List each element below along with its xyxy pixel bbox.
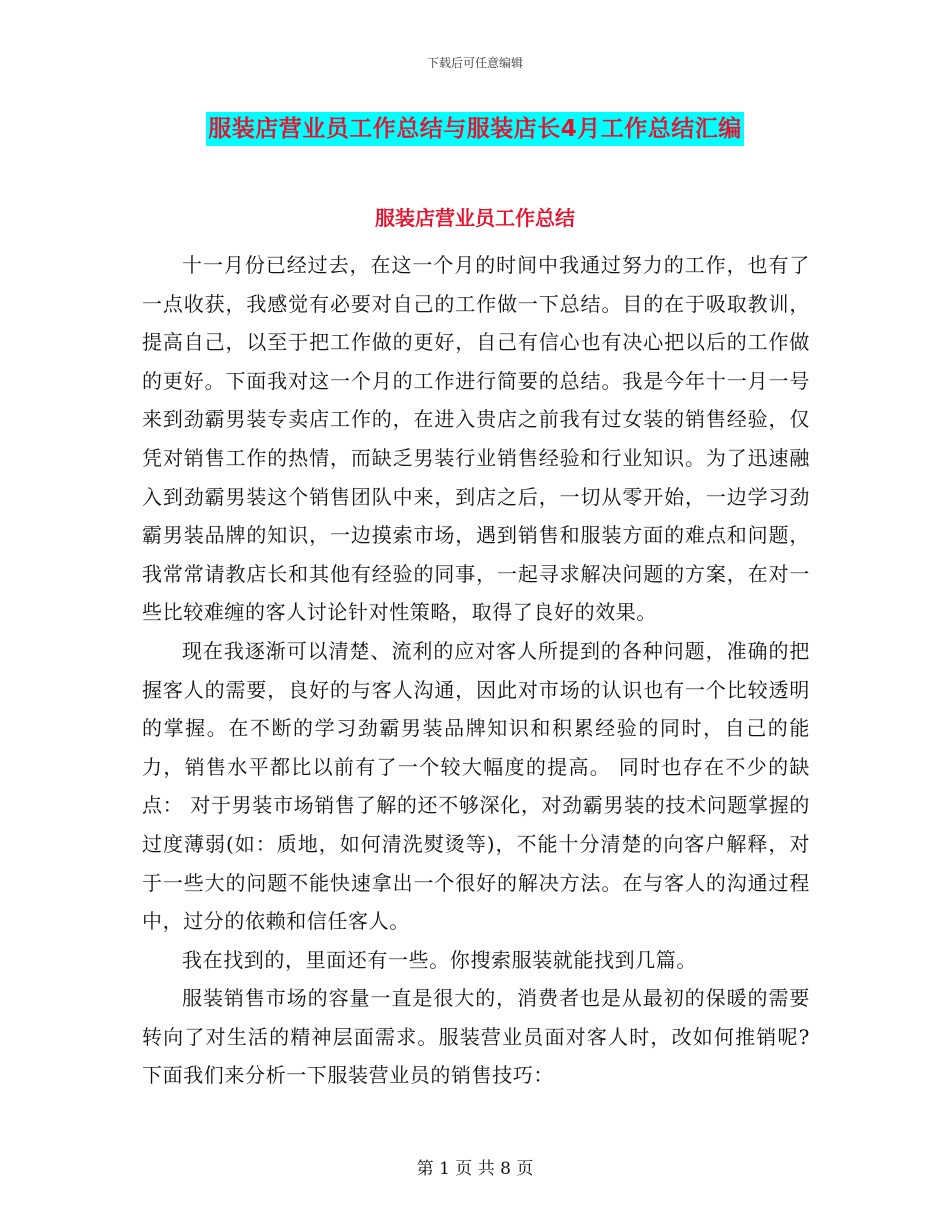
body-paragraph: 现在我逐渐可以清楚、流利的应对客人所提到的各种问题，准确的把握客人的需要，良好的与客人沟通，因此对市场的认识也有一个比较透明的掌握。在不断的学习劲霸男装品牌知识和积累经验的同时，自己的能力，销售水平都比以前有了一个较大幅度的提高。 同时也存在不少的缺点： 对于男装市场销售了解的还不够深化，对劲霸男装的技术问题掌握的过度薄弱(如：质地，如何清洗熨烫等)，不能十分清楚的向客户解释，对于一些大的问题不能快速拿出一个很好的解决方法。在与客人的沟通过程中，过分的依赖和信任客人。: [142, 638, 810, 934]
document-main-title: 服装店营业员工作总结与服装店长4月工作总结汇编: [206, 112, 744, 146]
page-number-footer: 第 1 页 共 8 页: [416, 1159, 534, 1179]
body-paragraph: 服装销售市场的容量一直是很大的，消费者也是从最初的保暖的需要转向了对生活的精神层面需求。服装营业员面对客人时，改如何推销呢?下面我们来分析一下服装营业员的销售技巧：: [142, 986, 810, 1088]
body-paragraph: 十一月份已经过去，在这一个月的时间中我通过努力的工作，也有了一点收获，我感觉有必要对自己的工作做一下总结。目的在于吸取教训，提高自己，以至于把工作做的更好，自己有信心也有决心把以后的工作做的更好。下面我对这一个月的工作进行简要的总结。我是今年十一月一号来到劲霸男装专卖店工作的，在进入贵店之前我有过女装的销售经验，仅凭对销售工作的热情，而缺乏男装行业销售经验和行业知识。为了迅速融入到劲霸男装这个销售团队中来，到店之后，一切从零开始，一边学习劲霸男装品牌的知识，一边摸索市场，遇到销售和服装方面的难点和问题，我常常请教店长和其他有经验的同事，一起寻求解决问题的方案，在对一些比较难缠的客人讨论针对性策略，取得了良好的效果。: [142, 253, 810, 625]
document-body: [142, 246, 810, 1095]
section-title: 服装店营业员工作总结: [375, 206, 575, 230]
header-note: 下载后可任意编辑: [426, 56, 523, 70]
main-title-container: [0, 112, 950, 146]
body-paragraph: 我在找到的，里面还有一些。你搜索服装就能找到几篇。: [182, 947, 697, 972]
